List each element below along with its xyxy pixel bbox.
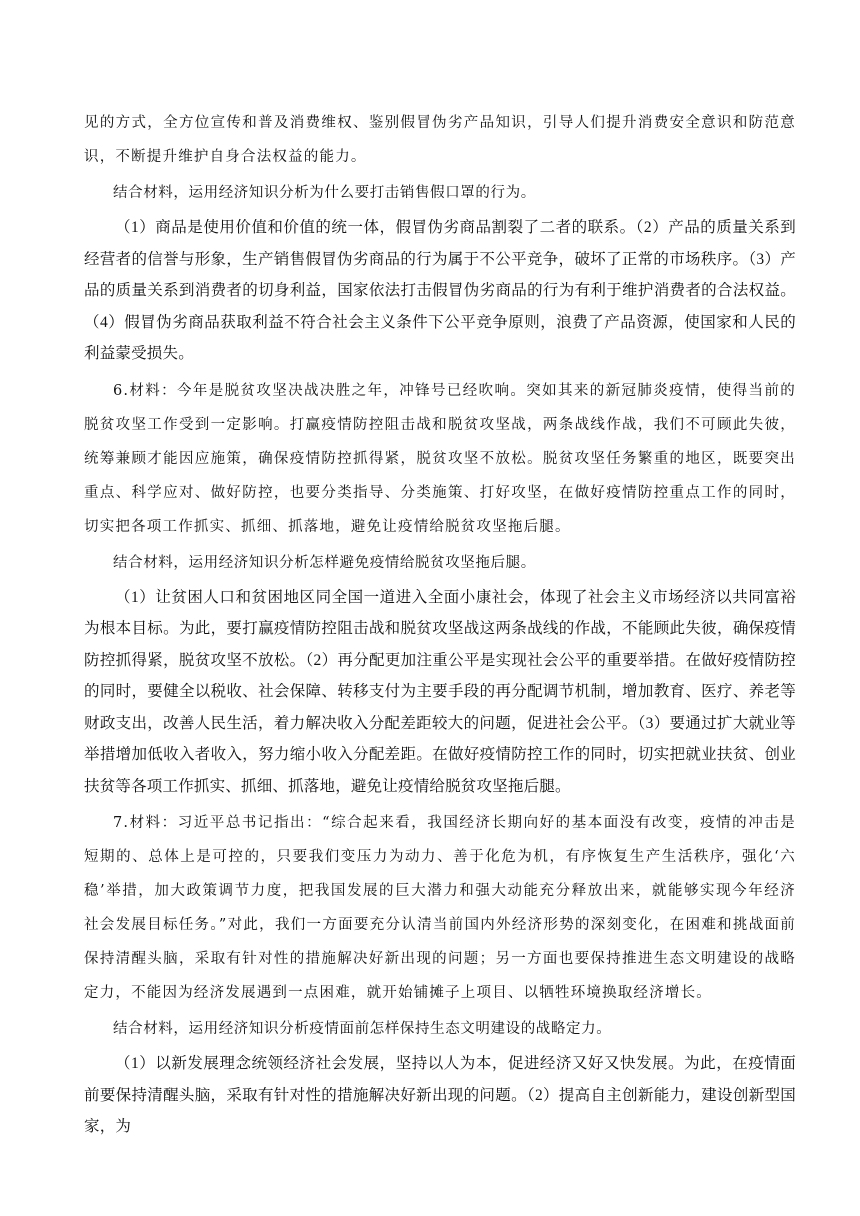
question-6: 结合材料，运用经济知识分析怎样避免疫情给脱贫攻坚拖后腿。 <box>113 554 536 571</box>
question-5: 结合材料，运用经济知识分析为什么要打击销售假口罩的行为。 <box>113 185 536 201</box>
answer-5: （1）商品是使用价值和价值的统一体，假冒伪劣商品割裂了二者的联系。（2）产品的质量关系到经营者的信誉与形象，生产销售假冒伪劣商品的行为属于不公平竞争，破坏了正常的市场秩序。（3）产品的质量关系到消费者的切身利益，国家依法打击假冒伪劣商品的行为有利于维护消费者的合法权益。（4）假冒伪劣商品获取利益不符合社会主义条件下公平竞争原则，浪费了产品资源，使国家和人民的利益蒙受损失。 <box>84 219 796 362</box>
material-7: 7.材料：习近平总书记指出：“综合起来看，我国经济长期向好的基本面没有改变，疫情的冲击是短期的、总体上是可控的，只要我们变压力为动力、善于化危为机，有序恢复生产生活秩序，强化‘六稳’举措，加大政策调节力度，把我国发展的巨大潜力和强大动能充分释放出来，就能够实现今年经济社会发展目标任务。”对此，我们一方面要充分认清当前国内外经济形势的深刻变化，在困难和挑战面前保持清醒头脑，采取有针对性的措施解决好新出现的问题；另一方面也要保持推进生态文明建设的战略定力，不能因为经济发展遇到一点困难，就开始铺摊子上项目、以牺牲环境换取经济增长。 <box>84 815 796 1001</box>
answer-6: （1）让贫困人口和贫困地区同全国一道进入全面小康社会，体现了社会主义市场经济以共同富裕为根本目标。为此，要打赢疫情防控阻击战和脱贫攻坚战这两条战线的作战，不能顾此失彼，确保疫情防控抓得紧，脱贫攻坚不放松。（2）再分配更加注重公平是实现社会公平的重要举措。在做好疫情防控的同时，要健全以税收、社会保障、转移支付为主要手段的再分配调节机制，增加教育、医疗、养老等财政支出，改善人民生活，着力解决收入分配差距较大的问题，促进社会公平。（3）要通过扩大就业等举措增加低收入者收入，努力缩小收入分配差距。在做好疫情防控工作的同时，切实把就业扶贫、创业扶贫等各项工作抓实、抓细、抓落地，避免让疫情给脱贫攻坚拖后腿。 <box>84 588 796 795</box>
answer-7: （1）以新发展理念统领经济社会发展，坚持以人为本，促进经济又好又快发展。为此，在疫情面前要保持清醒头脑，采取有针对性的措施解决好新出现的问题。（2）提高自主创新能力，建设创新型国家，为 <box>84 1055 796 1135</box>
continuation-paragraph: 见的方式，全方位宣传和普及消费维权、鉴别假冒伪劣产品知识，引导人们提升消费安全意识和防范意识，不断提升维护自身合法权益的能力。 <box>84 115 796 165</box>
question-7: 结合材料，运用经济知识分析疫情面前怎样保持生态文明建设的战略定力。 <box>113 1021 612 1037</box>
document-page <box>84 106 796 1143</box>
material-6: 6.材料：今年是脱贫攻坚决战决胜之年，冲锋号已经吹响。突如其来的新冠肺炎疫情，使得当前的脱贫攻坚工作受到一定影响。打赢疫情防控阻击战和脱贫攻坚战，两条战线作战，我们不可顾此失彼，统筹兼顾才能因应施策，确保疫情防控抓得紧，脱贫攻坚不放松。脱贫攻坚任务繁重的地区，既要突出重点、科学应对、做好防控，也要分类指导、分类施策、打好攻坚，在做好疫情防控重点工作的同时，切实把各项工作抓实、抓细、抓落地，避免让疫情给脱贫攻坚拖后腿。 <box>84 382 796 535</box>
